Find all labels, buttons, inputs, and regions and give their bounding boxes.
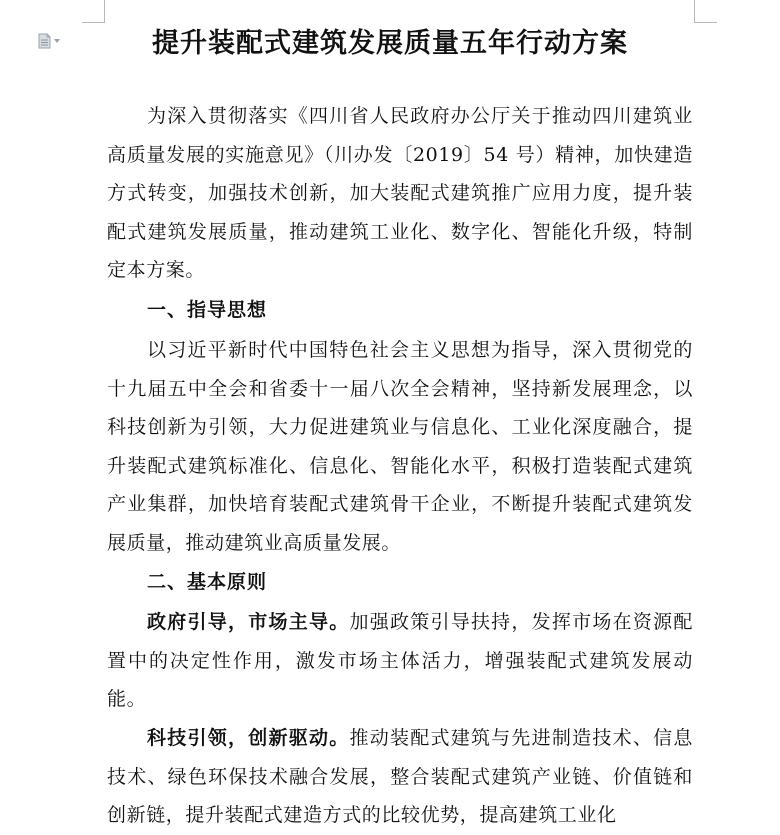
principle-text: 推动装配式建筑与先进制造技术、信息技术、绿色环保技术融合发展，整合装配式建筑产业链、价值链和创新链，提升装配式建造方式的比较优势，提高建筑工业化 (107, 727, 693, 826)
principle-lead: 科技引领，创新驱动。 (147, 727, 350, 749)
page-corner-mark-top-left (82, 0, 105, 23)
document-title: 提升装配式建筑发展质量五年行动方案 (152, 28, 628, 59)
section-heading-basic-principles: 二、基本原则 (147, 571, 268, 593)
principle-text: 加强政策引导扶持，发挥市场在资源配置中的决定性作用，激发市场主体活力，增强装配式建筑发展动能。 (107, 611, 693, 710)
page-corner-mark-top-right (694, 0, 717, 23)
principle-paragraph (107, 603, 693, 719)
section-heading-guiding-ideology: 一、指导思想 (147, 299, 268, 321)
guiding-ideology-paragraph: 以习近平新时代中国特色社会主义思想为指导，深入贯彻党的十九届五中全会和省委十一届八次全会精神，坚持新发展理念，以科技创新为引领，大力促进建筑业与信息化、工业化深度融合，提升装配式建筑标准化、信息化、智能化水平，积极打造装配式建筑产业集群，加快培育装配式建筑骨干企业，不断提升装配式建筑发展质量，推动建筑业高质量发展。 (107, 339, 693, 554)
principle-paragraph (107, 719, 693, 835)
intro-paragraph: 为深入贯彻落实《四川省人民政府办公厅关于推动四川建筑业高质量发展的实施意见》（川办发〔2019〕54 号）精神，加快建造方式转变，加强技术创新，加大装配式建筑推广应用力度，提升装配式建筑发展质量，推动建筑工业化、数字化、智能化升级，特制定本方案。 (107, 105, 693, 281)
principle-lead: 政府引导，市场主导。 (147, 611, 350, 633)
